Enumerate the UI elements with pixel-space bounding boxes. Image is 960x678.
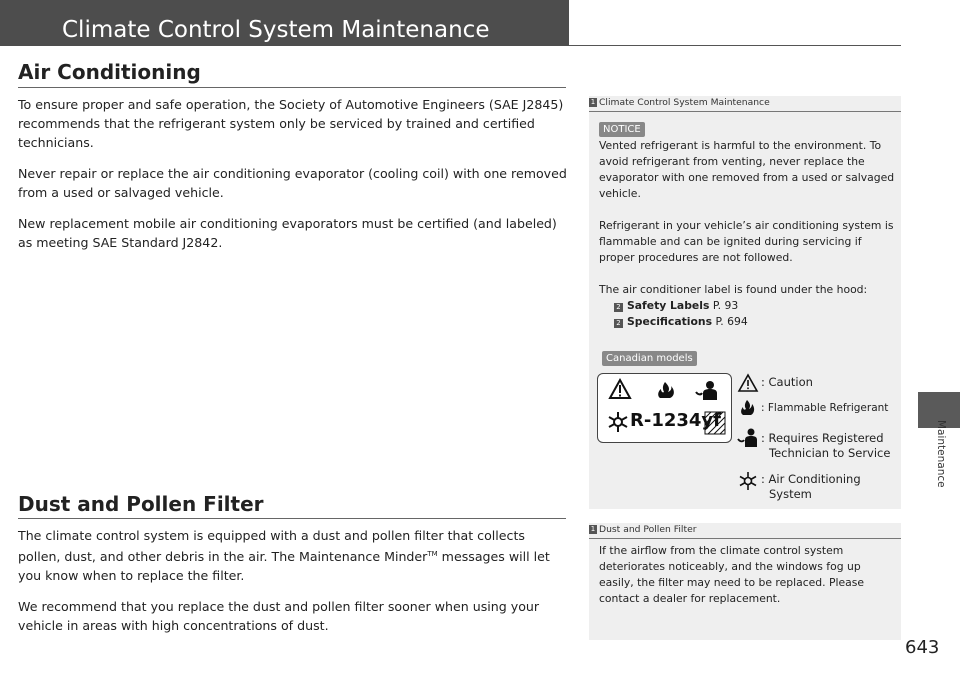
xref-arrow-icon: 2 bbox=[614, 319, 623, 328]
ac-label-illustration bbox=[597, 373, 732, 443]
page-number: 643 bbox=[905, 637, 940, 658]
legend-line: : Air Conditioning bbox=[761, 472, 861, 486]
legend-caution: : Caution bbox=[761, 375, 813, 389]
xref-title: Specifications bbox=[627, 315, 713, 328]
trademark: TM bbox=[427, 550, 438, 558]
dust-filter-body bbox=[18, 526, 570, 647]
note-title bbox=[589, 97, 770, 108]
caution-icon bbox=[737, 373, 759, 393]
legend-line: Technician to Service bbox=[769, 446, 891, 460]
legend-technician bbox=[761, 431, 890, 461]
flame-icon bbox=[658, 382, 674, 398]
legend-air-conditioning bbox=[761, 472, 861, 502]
note-number: 1 bbox=[590, 98, 596, 106]
ac-label-graphic bbox=[598, 374, 731, 442]
heading-rule bbox=[18, 518, 566, 519]
sidebar-note-filter bbox=[589, 523, 901, 640]
region-badge-wrap bbox=[602, 346, 697, 366]
label-location-text: The air conditioner label is found under the hood: bbox=[599, 283, 868, 296]
note-title-text: Dust and Pollen Filter bbox=[599, 524, 697, 535]
note-title-text: Climate Control System Maintenance bbox=[599, 97, 770, 108]
page-title: Climate Control System Maintenance bbox=[62, 17, 490, 43]
legend-line: : Requires Registered bbox=[761, 431, 884, 445]
heading-rule bbox=[18, 87, 566, 88]
paragraph bbox=[18, 526, 570, 585]
header-rule bbox=[569, 45, 901, 46]
canadian-models-badge: Canadian models bbox=[602, 351, 697, 366]
xref-specifications[interactable] bbox=[599, 314, 895, 330]
xref-page: P. 694 bbox=[712, 315, 748, 328]
text: The climate control system is equipped with a dust and pollen filter that collects pollen, dust, and other debris in the air. The Maintenance Minder bbox=[18, 528, 525, 565]
paragraph: To ensure proper and safe operation, the Society of Automotive Engineers (SAE J2845) recommends that the refrigerant system only be serviced by trained and certified technicians. bbox=[18, 97, 564, 150]
xref-page: P. 93 bbox=[709, 299, 739, 312]
note-body: If the airflow from the climate control system deteriorates noticeably, and the windows fog up easily, the filter may need to be replaced. Please contact a dealer for replacement. bbox=[599, 544, 865, 605]
text: messages will let you know when to replace the filter. bbox=[18, 549, 550, 584]
note-number: 1 bbox=[590, 525, 596, 533]
snowflake-icon bbox=[738, 471, 758, 491]
xref-arrow-icon: 2 bbox=[614, 303, 623, 312]
legend-flammable: : Flammable Refrigerant bbox=[761, 402, 889, 414]
caution-icon bbox=[610, 380, 630, 398]
xref-safety-labels[interactable] bbox=[599, 298, 895, 314]
chapter-header bbox=[0, 0, 569, 46]
technician-icon bbox=[735, 427, 759, 449]
paragraph: We recommend that you replace the dust and pollen filter sooner when using your vehicle in areas with high concentrations of dust. bbox=[18, 599, 540, 634]
snowflake-icon bbox=[609, 412, 627, 432]
note-rule bbox=[589, 538, 901, 539]
notice-text: Vented refrigerant is harmful to the environment. To avoid refrigerant from venting, never replace the evaporator with one removed from a used or salvaged vehicle. bbox=[599, 139, 895, 200]
xref-title: Safety Labels bbox=[627, 299, 710, 312]
flame-icon bbox=[737, 398, 757, 418]
note-rule bbox=[589, 111, 901, 112]
heading-dust-pollen-filter: Dust and Pollen Filter bbox=[18, 492, 264, 516]
refrigerant-code: R-1234yf bbox=[630, 410, 721, 431]
notice-badge: NOTICE bbox=[599, 122, 645, 137]
technician-icon bbox=[696, 381, 717, 400]
chapter-tab-text: Maintenance bbox=[935, 420, 947, 488]
note-title bbox=[589, 524, 697, 535]
chapter-tab-label bbox=[916, 420, 960, 520]
paragraph: Never repair or replace the air conditioning evaporator (cooling coil) with one removed from a used or salvaged vehicle. bbox=[18, 166, 567, 200]
air-conditioning-body bbox=[18, 95, 570, 264]
legend-line: System bbox=[769, 487, 812, 501]
heading-air-conditioning: Air Conditioning bbox=[18, 60, 201, 84]
flammable-text: Refrigerant in your vehicle’s air conditioning system is flammable and can be ignited during servicing if proper procedures are not followed. bbox=[599, 219, 894, 264]
note-body bbox=[599, 121, 895, 330]
paragraph: New replacement mobile air conditioning evaporators must be certified (and labeled) as meeting SAE Standard J2842. bbox=[18, 216, 557, 250]
